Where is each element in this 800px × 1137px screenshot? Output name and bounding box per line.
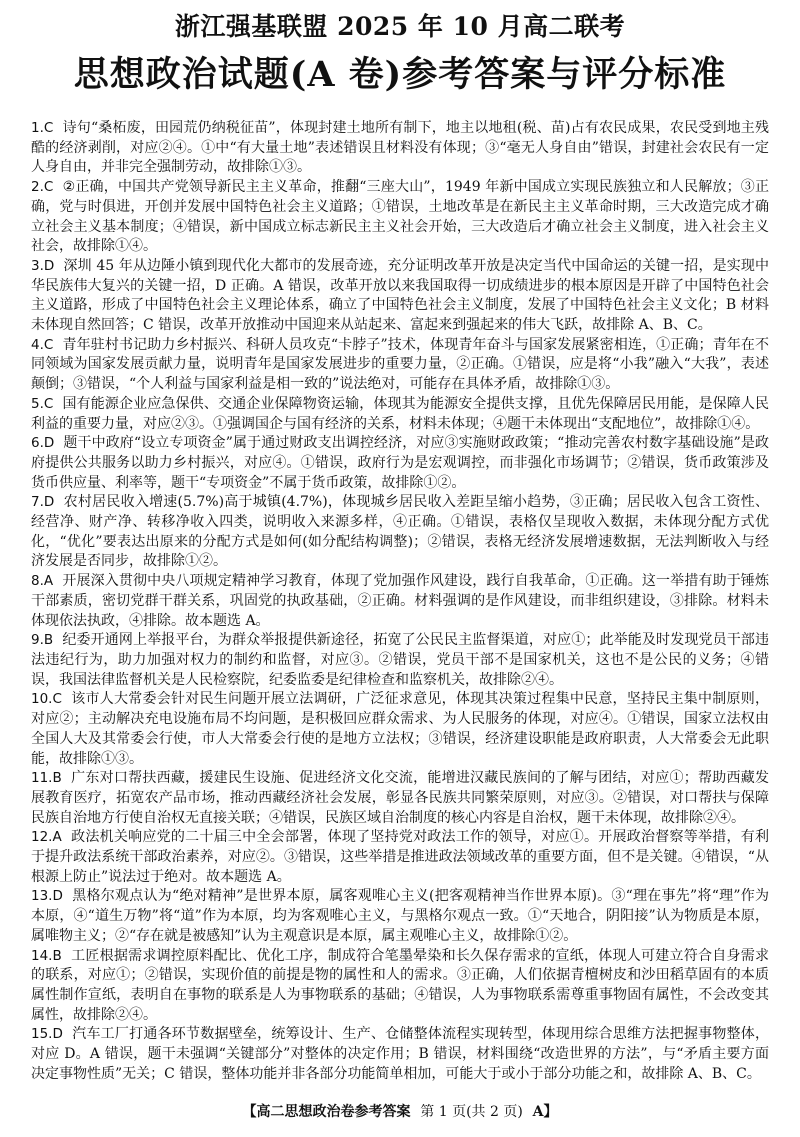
answer-explanation: 该市人大常委会针对民生问题开展立法调研，广泛征求意见，体现其决策过程集中民意，坚持民主集中制原则，对应②；主动解决充电设施布局不均问题，是积极回应群众需求、为人民服务的体现，对应④。①错误，国家立法权由全国人大及其常委会行使，市人大常委会行使的是地方立法权；③错误，经济建设职能是政府职责，人大常委会无此职能，故排除①③。: [31, 691, 769, 767]
answer-number: 4.C: [31, 336, 54, 353]
answer-explanation: 广东对口帮扶西藏，援建民生设施、促进经济文化交流，能增进汉藏民族间的了解与团结，对应①；帮助西藏发展教育医疗，拓宽农产品市场，推动西藏经济社会发展，彰显各民族共同繁荣原则，对应③。②错误，对口帮扶与保障民族自治地方行使自治权无直接关联；④错误，民族区域自治制度的核心内容是自治权，题干未体现，故排除②④。: [31, 770, 770, 826]
exam-title: 浙江强基联盟 2025 年 10 月高二联考: [174, 12, 626, 41]
answer-number: 13.D: [31, 888, 63, 905]
footer-version-label: A】: [532, 1104, 558, 1120]
answer-number: 11.B: [31, 770, 62, 787]
answer-explanation: 开展深入贯彻中央八项规定精神学习教育，体现了党加强作风建设，践行自我革命，①正确。这一举措有助于锤炼干部素质，密切党群干群关系，巩固党的执政基础，②正确。材料强调的是作风建设，而非组织建设，③排除。材料未体现依法执政，④排除。故本题选 A。: [31, 573, 770, 629]
answer-explanation: 国有能源企业应急保供、交通企业保障物资运输，体现其为能源安全提供支撑，且优先保障居民用能，是保障人民利益的重要力量，对应②③。①强调国企与国有经济的关系，材料未体现；④题干未体现出“支配地位”，故排除①④。: [31, 395, 769, 432]
answer-explanation: 纪委开通网上举报平台，为群众举报提供新途径，拓宽了公民民主监督渠道，对应①；此举能及时发现党员干部违法违纪行为，助力加强对权力的制约和监督，对应③。②错误，党员干部不是国家机关，这也不是公民的义务；④错误，我国法律监督机关是人民检察院，纪委监委是纪律检查和监察机关，故排除②④。: [31, 632, 770, 688]
answer-number: 3.D: [31, 257, 55, 274]
answer-number: 15.D: [31, 1026, 63, 1043]
answer-item: [31, 828, 769, 887]
answer-number: 2.C: [31, 179, 54, 196]
page-footer: [0, 1102, 800, 1122]
answer-item: [31, 434, 769, 493]
answer-item: [31, 887, 769, 946]
answer-item: [31, 119, 769, 178]
answer-explanation: 诗句“桑柘废，田园荒仍纳税征苗”，体现封建土地所有制下，地主以地租(税、苗)占有农民成果，农民受到地主残酷的经济剥削，对应②④。①中“有大量土地”表述错误且材料没有体现；③“毫无人身自由”错误，封建社会农民有一定人身自由，并非完全强制劳动，故排除①③。: [31, 120, 769, 176]
answer-item: [31, 178, 769, 257]
answer-item: [31, 336, 769, 395]
answer-item: [31, 493, 769, 572]
answer-number: 8.A: [31, 573, 54, 590]
answer-explanation: 青年驻村书记助力乡村振兴、科研人员攻克“卡脖子”技术，体现青年奋斗与国家发展紧密相连，①正确；青年在不同领域为国家发展贡献力量，说明青年是国家发展进步的重要力量，②正确。①错误，应是将“小我”融入“大我”，表述颠倒；③错误，“个人利益与国家利益是相一致的”说法绝对，可能存在具体矛盾，故排除①③。: [31, 336, 770, 393]
answer-item: [31, 947, 769, 1026]
document-subtitle: 思想政治试题(A 卷)参考答案与评分标准: [73, 54, 727, 95]
answer-number: 1.C: [31, 120, 54, 136]
answer-item: [31, 690, 769, 769]
answer-explanation: ②正确，中国共产党领导新民主主义革命，推翻“三座大山”，1949 年新中国成立实现民族独立和人民解放；③正确，党与时俱进，开创并发展中国特色社会主义道路；①错误，土地改革是在新民主主义革命时期，三大改造完成才确立社会主义基本制度；④错误，新中国成立标志新民主主义社会开始，三大改造后才确立社会主义制度，进入社会主义社会，故排除①④。: [31, 179, 769, 255]
answer-item: [31, 769, 769, 828]
answer-number: 7.D: [31, 494, 55, 511]
answer-explanation: 汽车工厂打通各环节数据壁垒，统筹设计、生产、仓储整体流程实现转型，体现用综合思维方法把握事物整体，对应 D。A 错误，题干未强调“关键部分”对整体的决定作用；B 错误，材料围绕“改造世界的方法”，与“矛盾主要方面决定事物性质”无关；C 错误，整体功能并非各部分功能简单相加，可能大于或小于部分功能之和，故排除 A、B、C。: [31, 1026, 770, 1082]
answer-number: 12.A: [31, 829, 62, 846]
answer-item: [31, 1025, 769, 1084]
answer-number: 14.B: [31, 947, 62, 964]
answer-explanation: 工匠根据需求调控原料配比、优化工序，制成符合笔墨晕染和长久保存需求的宣纸，体现人可建立符合自身需求的联系，对应①；②错误，实现价值的前提是物的属性和人的需求。③正确，人们依据青檀树皮和沙田稻草固有的本质属性制作宣纸，表明自在事物的联系是人为事物联系的基础；④错误，人为事物联系需尊重事物固有属性，不会改变其属性，故排除②④。: [31, 947, 770, 1023]
answer-explanation: 深圳 45 年从边陲小镇到现代化大都市的发展奇迹，充分证明改革开放是决定当代中国命运的关键一招，是实现中华民族伟大复兴的关键一招，D 正确。A 错误，改革开放以来我国取得一切成绩进步的根本原因是开辟了中国特色社会主义道路，形成了中国特色社会主义理论体系，确立了中国特色社会主义制度，发展了中国特色社会主义文化；B 材料未体现自然回答；C 错误，改革开放推动中国迎来从站起来、富起来到强起来的伟大飞跃，故排除 A、B、C。: [31, 257, 769, 334]
answer-number: 9.B: [31, 632, 54, 649]
answer-number: 5.C: [31, 395, 54, 412]
footer-page-number: 第 1 页(共 2 页): [420, 1104, 523, 1120]
answer-item: [31, 572, 769, 631]
answer-list: [31, 119, 769, 1084]
answer-item: [31, 631, 769, 690]
answer-item: [31, 257, 769, 336]
answer-explanation: 政法机关响应党的二十届三中全会部署，体现了坚持党对政法工作的领导，对应①。开展政治督察等举措，有利于提升政法系统干部政治素养，对应②。③错误，这些举措是推进政法领域改革的重要方面，但不是关键。④错误，“从根源上防止”说法过于绝对。故本题选 A。: [31, 829, 770, 885]
answer-explanation: 农村居民收入增速(5.7%)高于城镇(4.7%)，体现城乡居民收入差距呈缩小趋势，③正确；居民收入包含工资性、经营净、财产净、转移净收入四类，说明收入来源多样，④正确。①错误，表格仅呈现收入数据，未体现分配方式优化，“优化”要表达出原来的分配方式是如何(如分配结构调整)；②错误，表格无经济发展增速数据，无法判断收入与经济发展是否同步，故排除①②。: [31, 494, 769, 570]
answer-number: 6.D: [31, 435, 55, 452]
answer-explanation: 题干中政府“设立专项资金”属于通过财政支出调控经济，对应③实施财政政策；“推动完善农村数字基础设施”是政府提供公共服务以助力乡村振兴，对应④。①错误，政府行为是宏观调控，而非强化市场调节；②错误，货币政策涉及货币供应量、利率等，题干“专项资金”不属于货币政策，故排除①②。: [31, 435, 769, 491]
answer-item: [31, 395, 769, 434]
footer-document-label: 【高二思想政治卷参考答案: [242, 1104, 411, 1120]
answer-number: 10.C: [31, 691, 62, 708]
answer-explanation: 黑格尔观点认为“绝对精神”是世界本原，属客观唯心主义(把客观精神当作世界本原)。③“理在事先”将“理”作为本原，④“道生万物”将“道”作为本原，均为客观唯心主义，与黑格尔观点一致。①“天地合，阴阳接”认为物质是本原，属唯物主义；②“存在就是被感知”认为主观意识是本原，属主观唯心主义，故排除①②。: [31, 888, 769, 944]
